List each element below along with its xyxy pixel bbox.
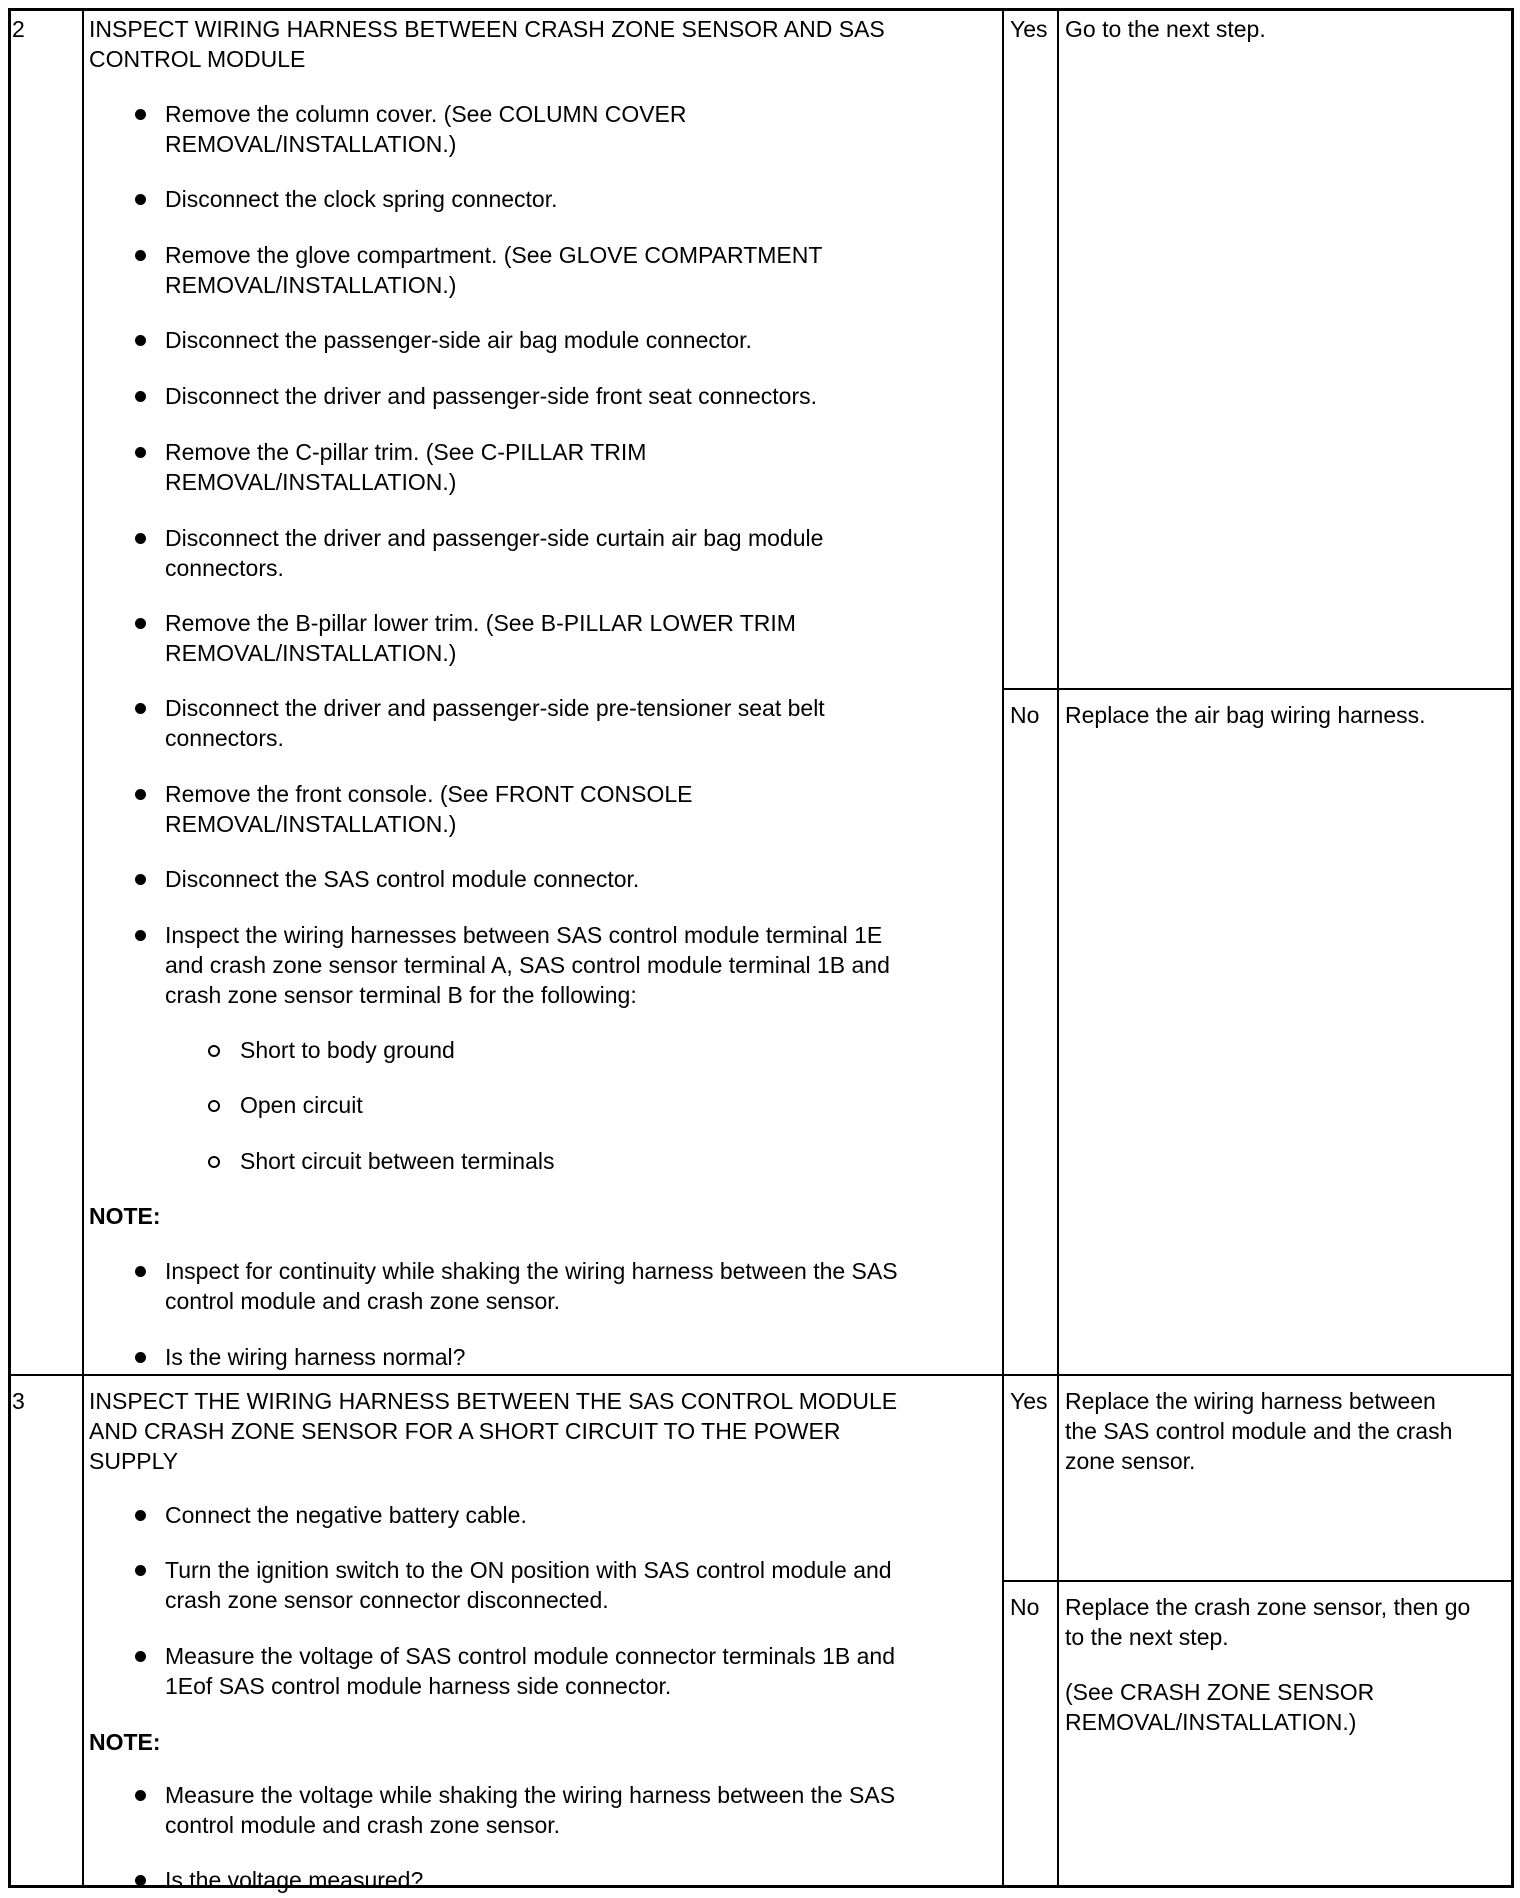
step-number: 3 [12,1388,25,1414]
no-result: Replace the air bag wiring harness. [1065,702,1426,728]
yes-result: Replace the wiring harness between [1065,1388,1436,1414]
no-result: Replace the crash zone sensor, then go [1065,1594,1471,1620]
no-result: to the next step. [1065,1624,1229,1650]
procedure-bullet: and crash zone sensor terminal A, SAS control module terminal 1B and [165,952,890,978]
yes-label: Yes [1010,16,1048,42]
step-title: INSPECT WIRING HARNESS BETWEEN CRASH ZONE SENSOR AND SAS [89,16,885,42]
bullet-dot [135,194,146,205]
procedure-bullet: crash zone sensor terminal B for the following: [165,982,637,1008]
procedure-bullet: 1Eof SAS control module harness side connector. [165,1673,672,1699]
procedure-bullet: REMOVAL/INSTALLATION.) [165,272,457,298]
note-bullet: Inspect for continuity while shaking the wiring harness between the SAS [165,1258,898,1284]
bullet-dot [135,930,146,941]
procedure-bullet: Disconnect the driver and passenger-side pre-tensioner seat belt [165,695,825,721]
sub-bullet-item: Open circuit [240,1092,363,1118]
result-column-divider [1057,8,1059,1888]
procedure-bullet: Remove the glove compartment. (See GLOVE COMPARTMENT [165,242,823,268]
yes-result: zone sensor. [1065,1448,1196,1474]
bullet-dot [135,109,146,120]
step-column-divider [82,8,84,1888]
procedure-bullet: Remove the C-pillar trim. (See C-PILLAR TRIM [165,439,647,465]
bullet-dot [135,1790,146,1801]
no-result-reference: (See CRASH ZONE SENSOR [1065,1679,1375,1705]
procedure-bullet: Remove the column cover. (See COLUMN COVER [165,101,687,127]
bullet-dot [135,874,146,885]
procedure-bullet: REMOVAL/INSTALLATION.) [165,640,457,666]
procedure-bullet: connectors. [165,555,284,581]
no-label: No [1010,702,1040,728]
procedure-bullet: REMOVAL/INSTALLATION.) [165,131,457,157]
bullet-dot [135,533,146,544]
step-title: INSPECT THE WIRING HARNESS BETWEEN THE SAS CONTROL MODULE [89,1388,898,1414]
bullet-dot [135,1510,146,1521]
procedure-bullet: REMOVAL/INSTALLATION.) [165,469,457,495]
procedure-bullet: Disconnect the driver and passenger-side front seat connectors. [165,383,818,409]
procedure-bullet: Disconnect the driver and passenger-side curtain air bag module [165,525,824,551]
step-title: SUPPLY [89,1448,179,1474]
step-number: 2 [12,16,25,42]
sub-bullet-circle [208,1045,220,1057]
note-bullet: control module and crash zone sensor. [165,1288,561,1314]
procedure-bullet: REMOVAL/INSTALLATION.) [165,811,457,837]
sub-bullet-circle [208,1156,220,1168]
procedure-bullet: Disconnect the SAS control module connector. [165,866,640,892]
bullet-dot [135,391,146,402]
yes-label: Yes [1010,1388,1048,1414]
procedure-bullet: connectors. [165,725,284,751]
procedure-bullet: Remove the B-pillar lower trim. (See B-PILLAR LOWER TRIM [165,610,796,636]
row2-yes-no-divider [1002,688,1514,690]
bullet-dot [135,1266,146,1277]
no-result-reference: REMOVAL/INSTALLATION.) [1065,1709,1357,1735]
procedure-bullet: crash zone sensor connector disconnected. [165,1587,609,1613]
no-label: No [1010,1594,1040,1620]
procedure-bullet: Turn the ignition switch to the ON position with SAS control module and [165,1557,892,1583]
bullet-dot [135,335,146,346]
sub-bullet-circle [208,1100,220,1112]
row3-yes-no-divider [1002,1580,1514,1582]
bullet-dot [135,618,146,629]
note-bullet: Is the voltage measured? [165,1867,424,1893]
bullet-dot [135,1875,146,1886]
procedure-bullet: Inspect the wiring harnesses between SAS control module terminal 1E [165,922,883,948]
note-bullet: control module and crash zone sensor. [165,1812,561,1838]
step-title: CONTROL MODULE [89,46,306,72]
bullet-dot [135,447,146,458]
note-label: NOTE: [89,1203,161,1229]
bullet-dot [135,250,146,261]
bullet-dot [135,703,146,714]
yes-result: the SAS control module and the crash [1065,1418,1453,1444]
bullet-dot [135,1565,146,1576]
procedure-bullet: Disconnect the clock spring connector. [165,186,558,212]
yesno-column-divider [1002,8,1004,1888]
bullet-dot [135,789,146,800]
procedure-bullet: Measure the voltage of SAS control module connector terminals 1B and [165,1643,896,1669]
sub-bullet-item: Short circuit between terminals [240,1148,555,1174]
note-bullet: Measure the voltage while shaking the wiring harness between the SAS [165,1782,896,1808]
row-divider [8,1374,1514,1376]
procedure-bullet: Disconnect the passenger-side air bag module connector. [165,327,752,353]
yes-result: Go to the next step. [1065,16,1266,42]
step-title: AND CRASH ZONE SENSOR FOR A SHORT CIRCUIT TO THE POWER [89,1418,841,1444]
procedure-bullet: Connect the negative battery cable. [165,1502,527,1528]
bullet-dot [135,1352,146,1363]
bullet-dot [135,1651,146,1662]
procedure-bullet: Remove the front console. (See FRONT CONSOLE [165,781,693,807]
sub-bullet-item: Short to body ground [240,1037,455,1063]
note-bullet: Is the wiring harness normal? [165,1344,466,1370]
note-label: NOTE: [89,1729,161,1755]
